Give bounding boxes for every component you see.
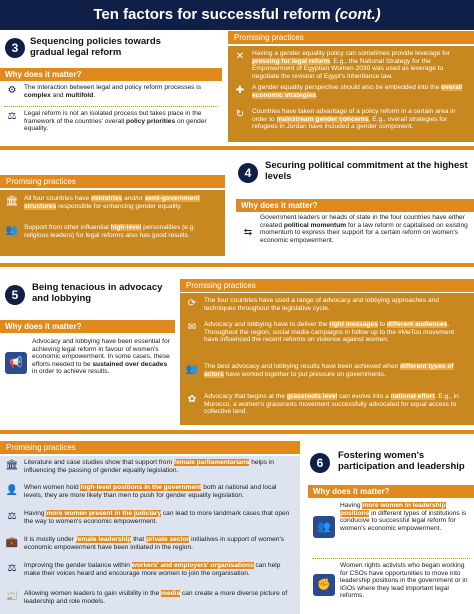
section-5-why-header: Why does it matter? bbox=[0, 320, 175, 333]
section-separator bbox=[0, 430, 474, 434]
divider bbox=[4, 106, 218, 107]
section-6-number: 6 bbox=[310, 453, 330, 473]
s6-practice-2: 👤 When women hold high-level positions in the government both at national and local levels, they are more likely than men to push for gender equality legislation. bbox=[5, 484, 277, 499]
s5-practice-3: 👥 The best advocacy and lobbying results have been achieved when different types of actors have worked together to put pressure on governments. bbox=[185, 363, 454, 378]
team-icon: 👥 bbox=[313, 516, 335, 538]
activist-icon: ✊ bbox=[313, 574, 335, 596]
section-3-practices-header: Promising practices bbox=[228, 31, 474, 44]
scale-icon: ⚖ bbox=[7, 563, 17, 574]
section-3-number: 3 bbox=[5, 38, 25, 58]
section-6-why-header: Why does it matter? bbox=[308, 485, 474, 498]
section-6-practices-header: Promising practices bbox=[0, 441, 300, 454]
briefcase-icon: 💼 bbox=[5, 537, 19, 548]
s3-why-item-1: ⚙ The interaction between legal and policy reform processes is complex and multifold. bbox=[0, 84, 222, 99]
section-3-practices-panel bbox=[228, 46, 474, 142]
section-5-number: 5 bbox=[5, 285, 25, 305]
gavel-icon: ⚖ bbox=[7, 511, 17, 522]
s6-practice-5: ⚖ Improving the gender balance within workers' and employers' organisations can help make their voices heard and encourage more women to join the organisation. bbox=[0, 562, 300, 577]
section-4-why-header: Why does it matter? bbox=[236, 199, 474, 212]
people-icon: 👥 bbox=[5, 225, 19, 236]
section-4-title: Securing political commitment at the highest levels bbox=[265, 160, 468, 182]
section-6-title: Fostering women's participation and leadership bbox=[338, 450, 465, 472]
leader-icon: 👤 bbox=[5, 485, 19, 496]
s5-why-item-1: 📢 Advocacy and lobbying have been essential for achieving legal reform in favour of women's economic empowerment. In some cases, these efforts needed to be sustained over decades in order to achieve results. bbox=[0, 338, 175, 376]
law-icon: ⚖ bbox=[7, 111, 17, 122]
section-5-title: Being tenacious in advocacy and lobbying bbox=[32, 282, 163, 304]
s6-why-item-2: ✊ Women rights activists who began working for CSOs have opportunities to move into leadership positions in the government or in IGOs where they lead important legal reforms. bbox=[308, 562, 474, 600]
group-icon: 👥 bbox=[185, 364, 199, 375]
s5-practice-1: ⟳ The four countries have used a range of advocacy and lobbying approaches and techniques throughout the legislative cycle. bbox=[180, 297, 474, 312]
section-separator bbox=[0, 263, 474, 267]
parliament-icon: 🏛 bbox=[5, 460, 19, 471]
page-title: Ten factors for successful reform bbox=[93, 6, 331, 23]
page-title-bar bbox=[0, 0, 474, 30]
s4-why-item-1: ⇆ Government leaders or heads of state in the four countries have either created political momentum for a law reform or capitalised on existing momentum to express their support for a certain reform on women's economic empowerment. bbox=[236, 214, 474, 244]
section-3-title: Sequencing policies towards gradual legal reform bbox=[30, 36, 161, 58]
media-icon: 📰 bbox=[5, 591, 19, 602]
refresh-icon: ↻ bbox=[235, 109, 245, 120]
s6-practice-1: 🏛 Literature and case studies show that support from female parliamentarians helps in influencing the passing of gender equality legislation. bbox=[5, 459, 274, 474]
s4-practice-2: 👥 Support from other influential high-level personalities (e.g. religious leaders) for legal reforms also has good results. bbox=[5, 224, 196, 239]
s5-practice-4: ✿ Advocacy that begins at the grassroots level can evolve into a national effort. E.g., in Morocco, a women's grassroots movement successfully advocated for equal access to collective land. bbox=[180, 393, 474, 416]
section-separator bbox=[0, 146, 474, 150]
page-title-suffix: (cont.) bbox=[334, 6, 381, 23]
section-5-practices-header: Promising practices bbox=[180, 279, 474, 292]
section-3-why-header: Why does it matter? bbox=[0, 68, 222, 81]
s6-practice-3: ⚖ Having more women present in the judiciary can lead to more landmark cases that open the way to women's economic empowerment. bbox=[0, 510, 300, 525]
megaphone-icon: 📢 bbox=[5, 352, 27, 374]
messages-icon: ✉ bbox=[187, 322, 197, 333]
s5-practice-2: ✉ Advocacy and lobbying have to deliver the right messages to different audiences. Throughout the region, social media campaigns in follow up to the #MeToo movement have influenced the recent reforms on violence against women. bbox=[180, 321, 474, 344]
s3-why-item-2: ⚖ Legal reform is not an isolated process but takes place in the framework of the countries' overall policy priorities on gender equality. bbox=[0, 110, 222, 133]
s3-practice-2: ✚ A gender equality perspective should also be embedded into the overall economic strategies. bbox=[228, 84, 474, 99]
section-5-practices-panel bbox=[180, 293, 474, 425]
s3-practice-3: ↻ Countries have taken advantage of a policy reform in a certain area in order to mainstream gender concerns. E.g., overall strategies for refugees in Jordan have included a gender component. bbox=[228, 108, 474, 131]
s6-practice-4: 💼 It is mostly under female leadership that private sector initiatives in support of women's economic empowerment have been initiated in the region. bbox=[5, 536, 285, 551]
divider bbox=[312, 558, 470, 559]
sprout-icon: ✿ bbox=[187, 394, 197, 405]
handshake-icon: ⇆ bbox=[243, 227, 253, 238]
s4-practice-1: 🏛 All four countries have ministries and/or semi-government structures responsible for enhancing gender equality. bbox=[5, 195, 200, 210]
section-6-practices-panel bbox=[0, 456, 300, 614]
s6-practice-6: 📰 Allowing women leaders to gain visibility in the media can create a more diverse picture of leadership and role models. bbox=[5, 590, 288, 605]
cycle-icon: ⟳ bbox=[187, 298, 197, 309]
network-icon: ⚙ bbox=[7, 85, 17, 96]
section-4-practices-header: Promising practices bbox=[0, 175, 225, 188]
section-4-practices-panel bbox=[0, 190, 225, 256]
section-4-number: 4 bbox=[238, 163, 258, 183]
ministry-building-icon: 🏛 bbox=[5, 196, 19, 207]
s6-why-item-1: 👥 Having more women in leadership positions in different types of institutions is conducive to successful legal reform for women's economic empowerment. bbox=[308, 502, 474, 538]
puzzle-icon: ✚ bbox=[235, 85, 245, 96]
arrows-icon: ✕ bbox=[235, 51, 245, 62]
s3-practice-1: ✕ Having a gender equality policy can sometimes provide leverage for pressing for legal reform. E.g., the National Strategy for the Empowerment of Egyptian Women 2030 was used as leverage to negotiate the revision of Egypt's inheritance law. bbox=[228, 50, 474, 80]
